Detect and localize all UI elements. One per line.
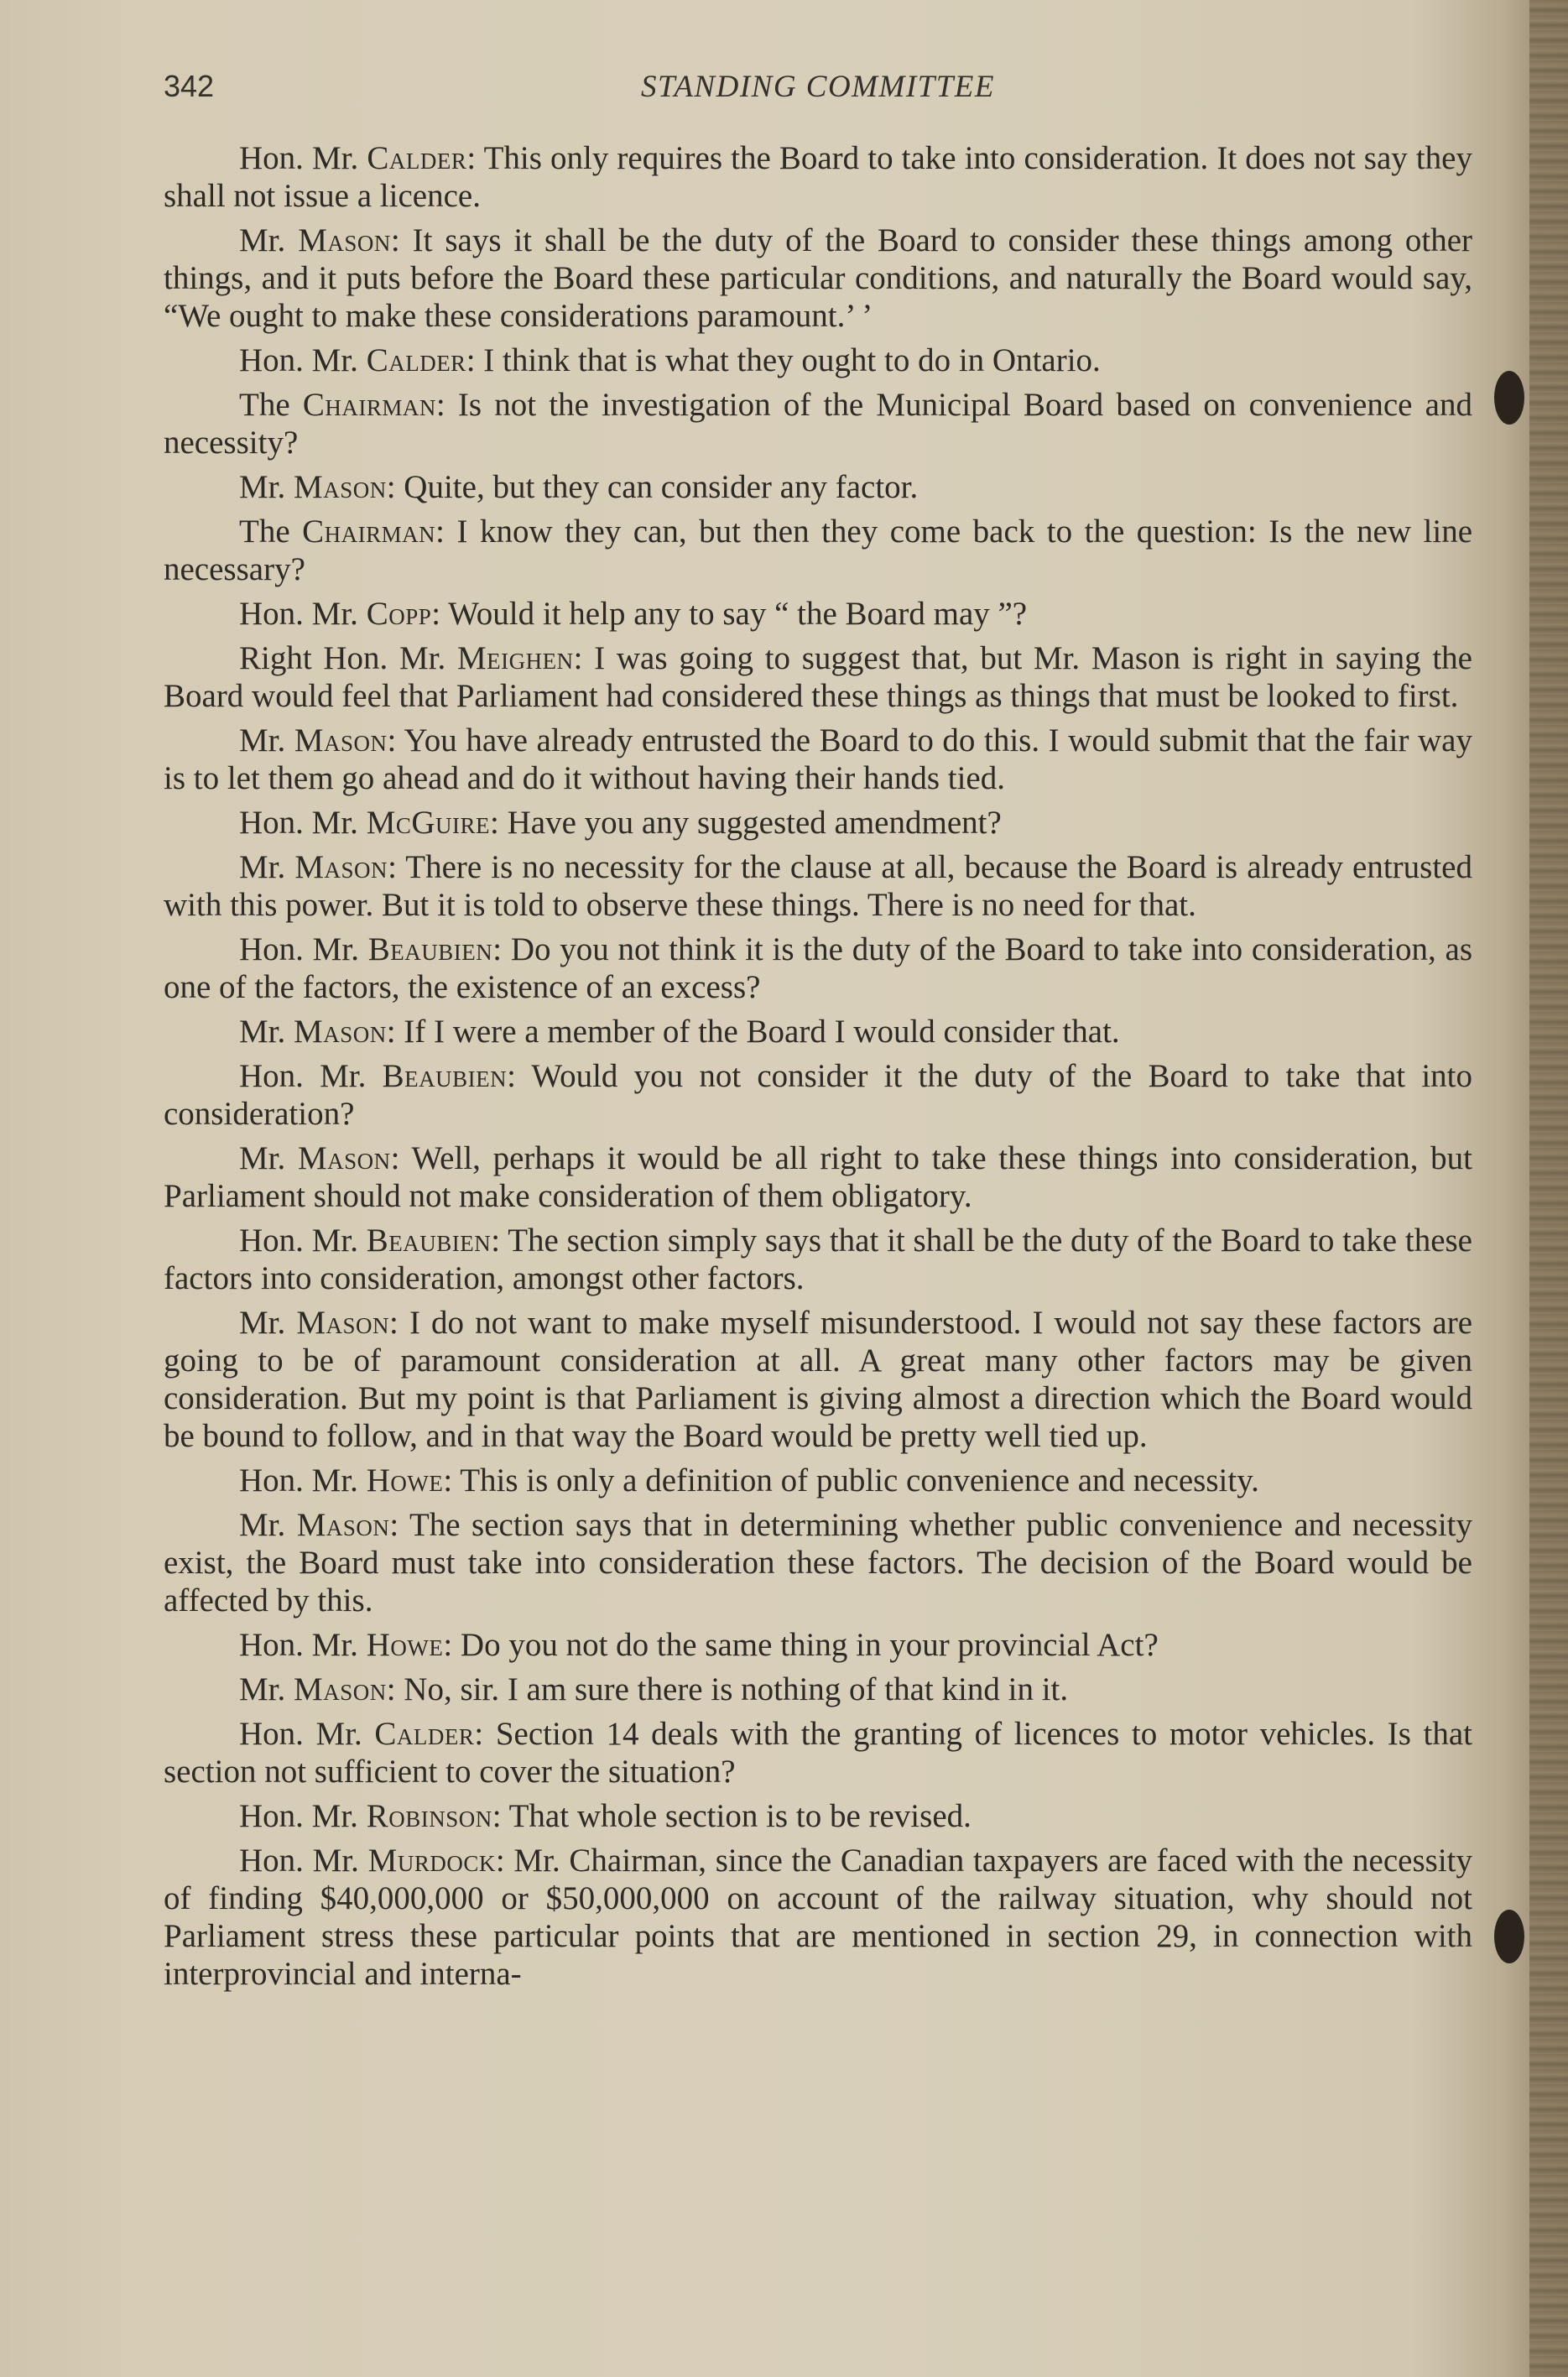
speaker-name: Chairman: [302, 387, 436, 423]
speaker-title: The: [239, 387, 290, 423]
speaker-name: Beaubien: [382, 1058, 508, 1094]
speaker-title: Mr.: [239, 1305, 286, 1341]
paragraph-text: : This is only a definition of public convenience and necessity.: [443, 1462, 1259, 1499]
paragraph: [164, 1057, 1472, 1133]
paragraph: [164, 1013, 1472, 1050]
paragraph-text: : The section simply says that it shall be the duty of the Board to take these factors into consideration, amongst other factors.: [164, 1222, 1472, 1296]
paragraph-text: : There is no necessity for the clause at all, because the Board is already entrusted with this power. But it is told to observe these things. There is no need for that.: [164, 849, 1472, 923]
speaker-title: Mr.: [239, 1140, 286, 1176]
speaker-name: Howe: [366, 1627, 444, 1663]
paragraph-text: : You have already entrusted the Board to do this. I would submit that the fair way is to let them go ahead and do it without having their hands tied.: [164, 722, 1472, 796]
speaker-name: Murdock: [367, 1843, 496, 1879]
paragraph-text: : Quite, but they can consider any factor.: [386, 469, 919, 505]
running-head: STANDING COMMITTEE: [640, 70, 996, 104]
paragraph-text: : This only requires the Board to take into consideration. It does not say they shall not issue a licence.: [164, 140, 1472, 214]
paragraph-text: : Section 14 deals with the granting of licences to motor vehicles. Is that section not sufficient to cover the situation?: [164, 1716, 1472, 1790]
paragraph: [164, 1715, 1472, 1791]
paragraph: [164, 1797, 1472, 1835]
speaker-name: Calder: [366, 342, 466, 378]
paragraph: [164, 386, 1472, 461]
transcript-body: [164, 139, 1472, 1999]
paragraph-text: : Mr. Chairman, since the Canadian taxpayers are faced with the necessity of finding $40,000,000 or $50,000,000 on account of the railway situation, why should not Parliament stress these particular points that are mentioned in section 29, in connection with interprovincial and interna-: [164, 1843, 1472, 1992]
paragraph: [164, 930, 1472, 1006]
paragraph-text: : Is not the investigation of the Municipal Board based on convenience and necessity?: [164, 387, 1472, 461]
paragraph: [164, 513, 1472, 588]
paragraph-text: : I know they can, but then they come back to the question: Is the new line necessary?: [164, 513, 1472, 587]
paragraph: [164, 1626, 1472, 1664]
paragraph: [164, 1222, 1472, 1297]
speaker-name: Mason: [296, 1507, 390, 1543]
speaker-name: Mason: [294, 1014, 387, 1050]
speaker-name: Howe: [366, 1462, 444, 1499]
paragraph: [164, 804, 1472, 842]
paragraph-text: : Do you not do the same thing in your provincial Act?: [443, 1627, 1159, 1663]
paragraph-text: : Have you any suggested amendment?: [490, 805, 1002, 841]
paragraph-text: : No, sir. I am sure there is nothing of that kind in it.: [386, 1671, 1069, 1707]
page-header: [164, 69, 1472, 111]
speaker-title: Mr.: [239, 469, 286, 505]
page-edge-shadow: [1529, 0, 1568, 2377]
paragraph: [164, 848, 1472, 924]
speaker-name: Mason: [294, 1671, 387, 1707]
speaker-name: Beaubien: [366, 1222, 492, 1259]
speaker-title: Mr.: [239, 222, 286, 258]
paragraph-text: : It says it shall be the duty of the Board to consider these things among other things, and it puts before the Board these particular conditions, and naturally the Board would say, “We ought to make these considerations paramount.’ ’: [164, 222, 1473, 334]
speaker-title: Hon. Mr.: [239, 1058, 367, 1094]
speaker-title: The: [239, 513, 290, 550]
paragraph-text: : Would you not consider it the duty of the Board to take that into consideration?: [164, 1058, 1472, 1132]
speaker-title: Hon. Mr.: [239, 1798, 358, 1834]
speaker-title: Mr.: [239, 1671, 286, 1707]
speaker-name: Mason: [297, 1140, 391, 1176]
speaker-title: Hon. Mr.: [239, 1716, 362, 1752]
speaker-title: Hon. Mr.: [239, 1627, 358, 1663]
binding-hole: [1494, 371, 1524, 425]
speaker-title: Hon. Mr.: [239, 1222, 358, 1259]
speaker-name: Robinson: [366, 1798, 492, 1834]
speaker-name: Chairman: [302, 513, 436, 550]
speaker-name: Beaubien: [367, 931, 493, 967]
paragraph-text: : I think that is what they ought to do in Ontario.: [466, 342, 1101, 378]
speaker-title: Hon. Mr.: [239, 805, 358, 841]
speaker-name: Meighen: [456, 640, 574, 676]
paragraph: [164, 341, 1472, 379]
speaker-title: Mr.: [239, 722, 286, 758]
paragraph: [164, 1139, 1472, 1215]
speaker-title: Mr.: [239, 849, 286, 885]
speaker-title: Hon. Mr.: [239, 931, 359, 967]
paragraph: [164, 1506, 1472, 1619]
paragraph: [164, 1671, 1472, 1708]
paragraph-text: : The section says that in determining whether public convenience and necessity exist, the Board must take into consideration these factors. The decision of the Board would be affected by this.: [164, 1507, 1473, 1619]
speaker-name: Mason: [294, 722, 388, 758]
page-number: 342: [164, 69, 215, 103]
paragraph: [164, 222, 1472, 335]
paragraph: [164, 1304, 1472, 1455]
paragraph: [164, 1842, 1472, 1993]
paragraph: [164, 639, 1472, 715]
paragraph: [164, 595, 1472, 633]
paragraph-text: : That whole section is to be revised.: [492, 1798, 972, 1834]
paragraph: [164, 722, 1472, 797]
paragraph-text: : If I were a member of the Board I would consider that.: [386, 1014, 1120, 1050]
speaker-title: Right Hon. Mr.: [239, 640, 446, 676]
speaker-title: Hon. Mr.: [239, 342, 358, 378]
speaker-name: Mason: [296, 1305, 390, 1341]
speaker-title: Hon. Mr.: [239, 1843, 359, 1879]
speaker-title: Hon. Mr.: [239, 1462, 358, 1499]
speaker-name: Copp: [366, 596, 432, 632]
speaker-name: Mason: [294, 469, 387, 505]
speaker-title: Hon. Mr.: [239, 140, 359, 176]
paragraph: [164, 1462, 1472, 1499]
paragraph-text: : Do you not think it is the duty of the Board to take into consideration, as one of the factors, the existence of an excess?: [164, 931, 1472, 1005]
binding-hole: [1494, 1910, 1524, 1963]
paragraph-text: : Well, perhaps it would be all right to take these things into consideration, but Parliament should not make consideration of them obligatory.: [164, 1140, 1472, 1214]
paragraph-text: : I do not want to make myself misunderstood. I would not say these factors are going to be of paramount consideration at all. A great many other factors may be given consideration. But my point is that Parliament is giving almost a direction which the Board would be bound to follow, and in that way the Board would be pretty well tied up.: [164, 1305, 1472, 1454]
paragraph: [164, 139, 1472, 215]
speaker-title: Hon. Mr.: [239, 596, 358, 632]
speaker-title: Mr.: [239, 1507, 286, 1543]
speaker-title: Mr.: [239, 1014, 286, 1050]
speaker-name: McGuire: [366, 805, 491, 841]
speaker-name: Calder: [374, 1716, 475, 1752]
speaker-name: Mason: [294, 849, 388, 885]
paragraph-text: : I was going to suggest that, but Mr. Mason is right in saying the Board would feel that Parliament had considered these things as things that must be looked to first.: [164, 640, 1472, 714]
paragraph: [164, 468, 1472, 506]
paragraph-text: : Would it help any to say “ the Board may ”?: [431, 596, 1028, 632]
speaker-name: Mason: [298, 222, 391, 258]
speaker-name: Calder: [367, 140, 467, 176]
